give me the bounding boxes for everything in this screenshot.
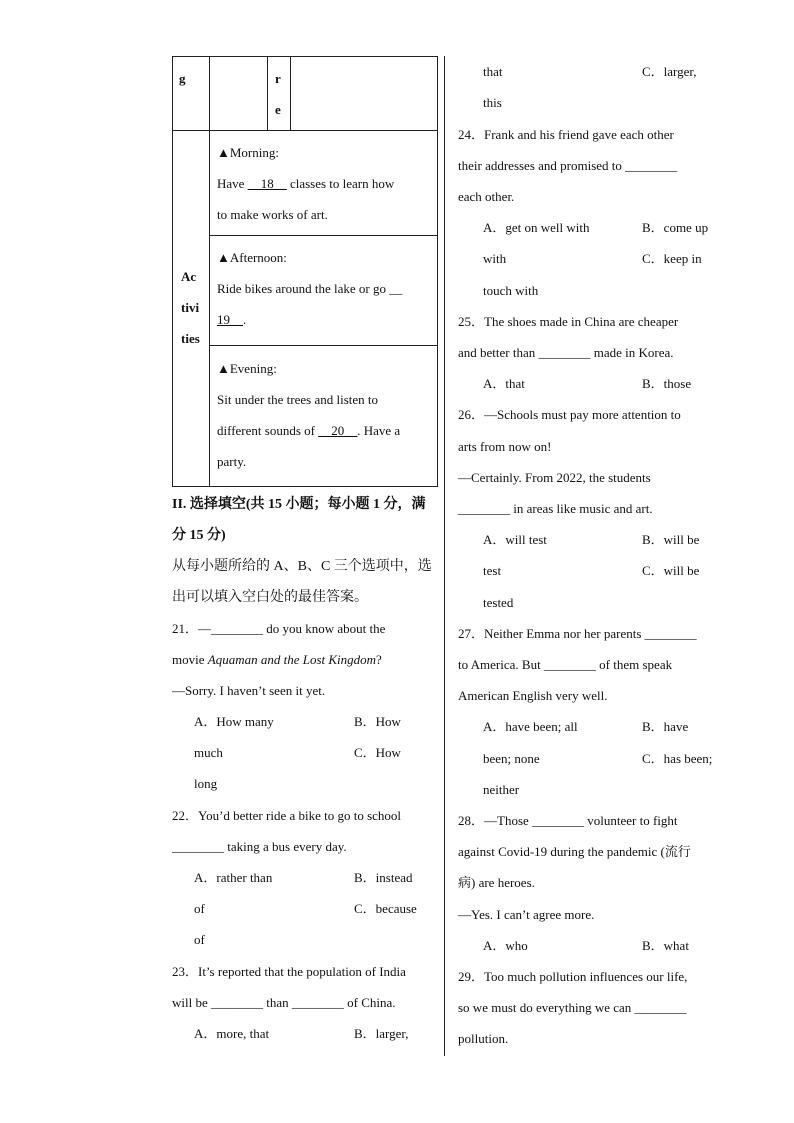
q26-option-a: A．will test: [483, 532, 547, 547]
q26-option-a: test: [483, 563, 502, 578]
evening-cell: [210, 346, 438, 487]
evening-title: ▲Evening:: [217, 361, 277, 376]
q29-stem: 29．Too much pollution influences our life,: [458, 969, 688, 984]
q28-option-a: A．who: [483, 938, 528, 953]
table-cell: [210, 57, 268, 131]
section-heading: II. 选择填空(共 15 小题；每小题 1 分，满: [172, 497, 426, 512]
table-cell: [173, 57, 210, 131]
q25-option-b: B．those: [642, 376, 692, 391]
q23-option-a: A．more, that: [194, 1026, 270, 1041]
q22-option-a: of: [194, 901, 205, 916]
q24-option-b: B．come up: [642, 220, 709, 235]
q21-stem: [172, 652, 382, 668]
q23-option-b: that: [483, 64, 503, 79]
activities-label: Ac: [181, 268, 197, 284]
blank-18: __18__: [247, 176, 287, 191]
q21-option-c: long: [194, 776, 218, 791]
q23-stem: 23．It’s reported that the population of India: [172, 964, 406, 979]
blank-19: 19__: [217, 312, 243, 327]
section-instructions: 出可以填入空白处的最佳答案。: [172, 590, 368, 605]
q26-option-b: B．will be: [642, 532, 700, 547]
q28-stem: 28．—Those ________ volunteer to fight: [458, 813, 678, 828]
table-cell: [268, 57, 291, 131]
section-heading: 分 15 分): [172, 528, 226, 543]
morning-title: ▲Morning:: [217, 145, 279, 160]
section-instructions: 从每小题所给的 A、B、C 三个选项中，选: [172, 559, 432, 574]
q28-option-b: B．what: [642, 938, 689, 953]
activities-cell: [173, 131, 210, 487]
q26-option-c: C．will be: [642, 563, 700, 578]
q28-stem: 病) are heroes.: [458, 875, 535, 890]
q27-stem: 27．Neither Emma nor her parents ________: [458, 626, 697, 641]
q27-stem: American English very well.: [458, 688, 608, 703]
text: . Have a: [357, 423, 401, 438]
activities-label: tivi: [181, 299, 200, 315]
q23-option-c: C．larger,: [642, 64, 697, 79]
q24-stem: their addresses and promised to ________: [458, 158, 678, 173]
q26-stem: ________ in areas like music and art.: [458, 501, 653, 516]
q22-option-c: of: [194, 932, 205, 947]
q23-option-c: this: [483, 95, 502, 110]
text: classes to learn how: [286, 176, 395, 191]
text: movie: [172, 652, 208, 667]
text: .: [243, 312, 247, 327]
q22-option-b: B．instead: [354, 870, 413, 885]
schedule-table: [172, 56, 438, 487]
morning-cell: [210, 131, 438, 236]
evening-line: Sit under the trees and listen to: [217, 392, 379, 407]
activities-label: ties: [181, 330, 200, 346]
table-cell-text: r: [275, 71, 281, 86]
afternoon-cell: [210, 236, 438, 346]
q26-stem: —Certainly. From 2022, the students: [458, 470, 651, 485]
q25-option-a: A．that: [483, 376, 525, 391]
q27-stem: to America. But ________ of them speak: [458, 657, 673, 672]
q22-stem: ________ taking a bus every day.: [172, 839, 347, 854]
q28-stem: against Covid-19 during the pandemic (流行: [458, 844, 691, 859]
q27-option-c: C．has been;: [642, 751, 713, 766]
text: ?: [376, 652, 382, 667]
q26-option-c: tested: [483, 595, 514, 610]
morning-line: to make works of art.: [217, 207, 328, 222]
column-divider: [444, 56, 445, 1056]
q22-option-c: C．because: [354, 901, 417, 916]
q24-stem: 24．Frank and his friend gave each other: [458, 127, 674, 142]
blank-20: __20__: [318, 423, 358, 438]
q28-stem: —Yes. I can’t agree more.: [458, 907, 595, 922]
q29-stem: so we must do everything we can ________: [458, 1000, 687, 1015]
q24-option-c: touch with: [483, 283, 539, 298]
table-row-label: g: [179, 71, 186, 86]
morning-line: [217, 176, 394, 192]
table-cell-text: e: [275, 102, 281, 117]
q23-option-b: B．larger,: [354, 1026, 409, 1041]
text: different sounds of: [217, 423, 319, 438]
q25-stem: and better than ________ made in Korea.: [458, 345, 674, 360]
q21-option-a: much: [194, 745, 223, 760]
q25-stem: 25．The shoes made in China are cheaper: [458, 314, 679, 329]
evening-line: [217, 423, 400, 439]
q21-stem: 21．—________ do you know about the: [172, 621, 386, 636]
q24-option-c: C．keep in: [642, 251, 702, 266]
q24-option-b: with: [483, 251, 507, 266]
movie-title: Aquaman and the Lost Kingdom: [207, 652, 377, 667]
q24-option-a: A．get on well with: [483, 220, 590, 235]
q24-stem: each other.: [458, 189, 515, 204]
afternoon-line: Ride bikes around the lake or go __: [217, 281, 403, 296]
q26-stem: 26．—Schools must pay more attention to: [458, 407, 681, 422]
q27-option-b: B．have: [642, 719, 689, 734]
evening-line: party.: [217, 454, 247, 469]
afternoon-title: ▲Afternoon:: [217, 250, 287, 265]
q21-stem: —Sorry. I haven’t seen it yet.: [172, 683, 326, 698]
q27-option-a: A．have been; all: [483, 719, 578, 734]
afternoon-line: [217, 312, 246, 328]
q22-option-a: A．rather than: [194, 870, 273, 885]
q26-stem: arts from now on!: [458, 439, 552, 454]
q21-option-a: A．How many: [194, 714, 274, 729]
q21-option-c: C．How: [354, 745, 401, 760]
q22-stem: 22．You’d better ride a bike to go to school: [172, 808, 402, 823]
table-cell: [291, 57, 438, 131]
q23-stem: will be ________ than ________ of China.: [172, 995, 396, 1010]
text: Have: [217, 176, 248, 191]
q21-option-b: B．How: [354, 714, 401, 729]
q27-option-c: neither: [483, 782, 520, 797]
q27-option-b: been; none: [483, 751, 540, 766]
q29-stem: pollution.: [458, 1031, 509, 1046]
